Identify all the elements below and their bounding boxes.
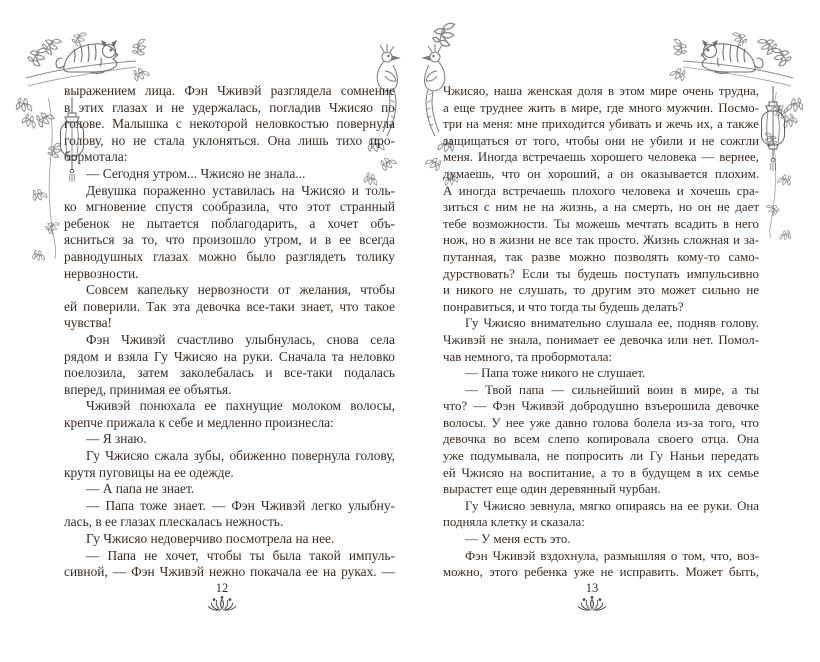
text-line: ей Чжисяо на воспитание, а то в будущем в их семье: [443, 465, 759, 480]
text-line: ко мгновение спустя сообразила, что этот странный: [64, 199, 395, 215]
lotus-ornament-icon: [577, 596, 607, 612]
lotus-ornament-icon: [207, 596, 237, 612]
text-line: Чживэй понюхала ее пахнущие молоком волосы,: [86, 398, 395, 414]
text-line: чувства!: [64, 315, 113, 331]
page-right-footer: [562, 581, 622, 612]
text-line: сивной, — Фэн Чживэй нежно покачала ее на руках. —: [64, 564, 395, 580]
text-line: Гу Чжисяо внимательно слушала ее, подняв голову.: [465, 316, 759, 331]
text-line: А иногда встречаешь плохого человека и хочешь сра-: [443, 183, 759, 198]
page-left-footer: [192, 581, 252, 612]
text-line: ребенок не пытается поблагодарить, а хочет объ-: [64, 215, 395, 231]
text-line: равнодушных глазах можно было разглядеть толику: [64, 248, 395, 264]
text-line: Гу Чжисяо недоверчиво посмотрела на нее.: [86, 531, 335, 547]
page-right-text: [443, 83, 759, 581]
text-line: вырастет еще один деревянный чурбан.: [443, 482, 661, 497]
text-line: дурствовать? Если ты будешь поступать импульсивно: [443, 266, 759, 281]
lantern-icon-right: [758, 84, 788, 176]
page-left-text: [64, 83, 395, 581]
text-line: защищаться от того, чтобы они не убили и не сожгли: [443, 133, 759, 148]
text-line: подняла клетку и сказала:: [443, 515, 585, 530]
text-line: Чживэй не знала, понимает ее девочка или нет. Помол-: [443, 332, 759, 347]
text-line: крепче прижала к себе и медленно произнесла:: [64, 414, 334, 430]
text-line: думаешь, что он хороший, а он оказывается плохим.: [443, 166, 759, 181]
text-line: меня. Иногда встречаешь хорошего человека — вернее,: [443, 150, 759, 165]
text-line: а еще труднее жить в мире, где много мужчин. Посмо-: [443, 100, 759, 115]
text-line: — Сегодня утром... Чжисяо не знала...: [86, 165, 306, 181]
text-line: девочка во всем слепо копировала своего отца. Она: [443, 432, 759, 447]
text-line: тебе возможности. Ты можешь мечтать всадить в него: [443, 216, 759, 231]
text-line: Фэн Чживэй счастливо улыбнулась, снова села: [86, 331, 395, 347]
text-line: нож, но в жизни не все так просто. Жизнь сложная и за-: [443, 233, 759, 248]
text-line: зиться с ним не на жизнь, а на смерть, но он не дает: [443, 200, 759, 215]
text-line: волосы. У нее уже давно голова болела из-за того, что: [443, 415, 759, 430]
text-line: — Папа не хочет, чтобы ты была такой импуль-: [86, 547, 395, 563]
text-line: ясниться за то, что произошло утром, и в ее всегда: [64, 232, 395, 248]
text-line: нервозности.: [64, 265, 139, 281]
text-line: крутя пуговицы на ее одежде.: [64, 464, 234, 480]
text-line: — У меня есть это.: [465, 532, 571, 547]
text-line: чав немного, та пробормотала:: [443, 349, 613, 364]
page-number-left: 12: [215, 581, 229, 595]
text-line: путанная, так разве можно позволять кому-то само-: [443, 249, 759, 264]
text-line: голове. Малышка с некоторой неловкостью повернула: [64, 116, 395, 132]
text-line: в этих глазах и не удержалась, погладив Чжисяо по: [64, 99, 395, 115]
text-line: Фэн Чживэй вздохнула, размышляя о том, что, воз-: [465, 548, 759, 563]
text-line: Совсем капельку нервозности от желания, чтобы: [86, 282, 395, 298]
text-line: понравиться, и что тогда ты будешь делать?: [443, 299, 684, 314]
text-line: выражением лица. Фэн Чживэй разглядела сомнение: [64, 83, 395, 98]
text-line: вперед, принимая ее объятья.: [64, 381, 232, 397]
text-line: лась, в ее глазах плескалась нежность.: [64, 514, 284, 530]
text-line: можно, этого ребенка уже не исправить. Может быть,: [443, 565, 759, 580]
text-line: Гу Чжисяо сжала зубы, обиженно повернула голову,: [86, 448, 395, 464]
text-line: и никого не слушать, то другим это может сильно не: [443, 283, 759, 298]
page-number-right: 13: [585, 581, 599, 595]
text-line: рядом и взяла Гу Чжисяо на руки. Сначала та неловко: [64, 348, 395, 364]
text-line: голову, но не стала уклоняться. Она лишь тихо про-: [64, 132, 395, 148]
text-line: Девушка пораженно уставилась на Чжисяо и толь-: [86, 182, 395, 198]
text-line: что? — Фэн Чживэй добродушно взъерошила девочке: [443, 399, 759, 414]
text-line: поелозила, затем заколебалась и все-таки подалась: [64, 365, 395, 381]
text-line: три на меня: мне приходится убивать и жечь их, а также: [443, 117, 759, 132]
text-line: — Я знаю.: [86, 431, 147, 447]
text-line: уже подумывала, не попросить ли Гу Наньи передать: [443, 449, 759, 464]
text-line: бормотала:: [64, 149, 128, 165]
text-line: — Папа тоже никого не слушает.: [465, 366, 646, 381]
text-line: Гу Чжисяо зевнула, мягко опираясь на ее руки. Она: [465, 498, 759, 513]
text-line: — Папа тоже знает. — Фэн Чживэй легко улыбну-: [86, 497, 395, 513]
text-line: — А папа не знает.: [86, 481, 195, 497]
text-line: — Твой папа — сильнейший воин в мире, а ты: [465, 382, 759, 397]
text-line: ей поверили. Так эта девочка все-таки знает, что такое: [64, 298, 395, 314]
text-line: Чжисяо, наша женская доля в этом мире очень трудна,: [443, 84, 759, 98]
